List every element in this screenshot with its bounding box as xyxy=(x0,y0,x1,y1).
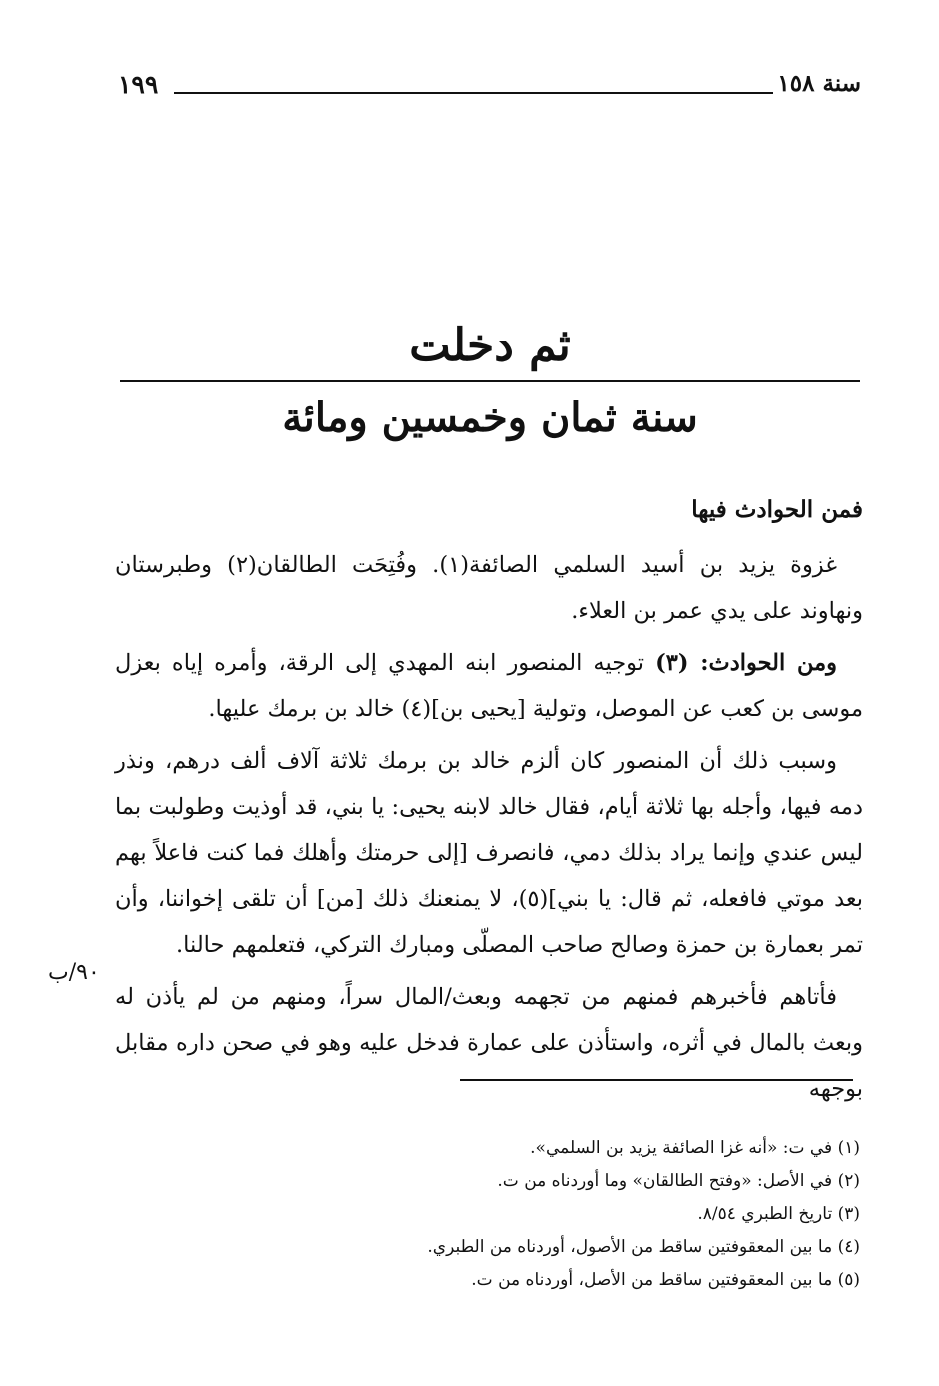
page-number: ١٩٩ xyxy=(118,70,159,99)
running-title: سنة ١٥٨ xyxy=(777,70,861,97)
title-line-1: ثم دخلت xyxy=(409,320,571,371)
running-header xyxy=(118,70,861,110)
footnote-3: (٣) تاريخ الطبري ٨/٥٤. xyxy=(697,1204,860,1224)
marginal-folio-note: ٩٠/ب xyxy=(48,960,100,985)
footnote-2: (٢) في الأصل: «وفتح الطالقان» وما أوردناه من ت. xyxy=(497,1171,860,1191)
paragraph-4: فأتاهم فأخبرهم فمنهم من تجهمه وبعث/المال سراً، ومنهم من لم يأذن له وبعث بالمال في أثره، واستأذن على عمارة فدخل عليه وهو في صحن داره مقابل بوجهه xyxy=(115,984,863,1102)
footnote-4: (٤) ما بين المعقوفتين ساقط من الأصول، أوردناه من الطبري. xyxy=(427,1237,860,1257)
footnote-1: (١) في ت: «أنه غزا الصائفة يزيد بن السلمي». xyxy=(530,1138,860,1158)
section-heading: فمن الحوادث فيها xyxy=(691,496,863,523)
paragraph-3: وسبب ذلك أن المنصور كان ألزم خالد بن برمك ثلاثة آلاف ألف درهم، ونذر دمه فيها، وأجله بها ثلاثة أيام، فقال خالد لابنه يحيى: يا بني، قد أوذيت وطولبت بما ليس عندي وإنما يراد بذلك دمي، فانصرف [إلى حرمتك وأهلك فما كنت فاعلاً بهم بعد موتي فافعله، ثم قال: يا بني](٥)، لا يمنعنك ذلك [من] أن تلقى إخواننا، وأن تمر بعمارة بن حمزة وصالح صاحب المصلّى ومبارك التركي، فتعلمهم حالنا. xyxy=(115,748,864,958)
paragraph-2-lead: ومن الحوادث: (٣) xyxy=(655,650,837,676)
paragraph-2-text: توجيه المنصور ابنه المهدي إلى الرقة، وأمره إياه بعزل موسى بن كعب عن الموصل، وتولية [يحيى بن](٤) خالد بن برمك عليها. xyxy=(115,650,863,722)
header-rule xyxy=(174,92,773,94)
paragraph-2 xyxy=(115,640,863,732)
footnote-rule xyxy=(460,1079,853,1081)
title-rule xyxy=(120,380,860,382)
title-line-2: سنة ثمان وخمسين ومائة xyxy=(282,394,698,441)
chapter-title xyxy=(120,318,860,444)
paragraph-1: غزوة يزيد بن أسيد السلمي الصائفة(١). وفُتِحَت الطالقان(٢) وطبرستان ونهاوند على يدي عمر بن العلاء. xyxy=(115,552,863,624)
footnotes xyxy=(300,1132,860,1297)
main-text xyxy=(115,488,863,1118)
footnote-5: (٥) ما بين المعقوفتين ساقط من الأصل، أوردناه من ت. xyxy=(471,1270,860,1290)
